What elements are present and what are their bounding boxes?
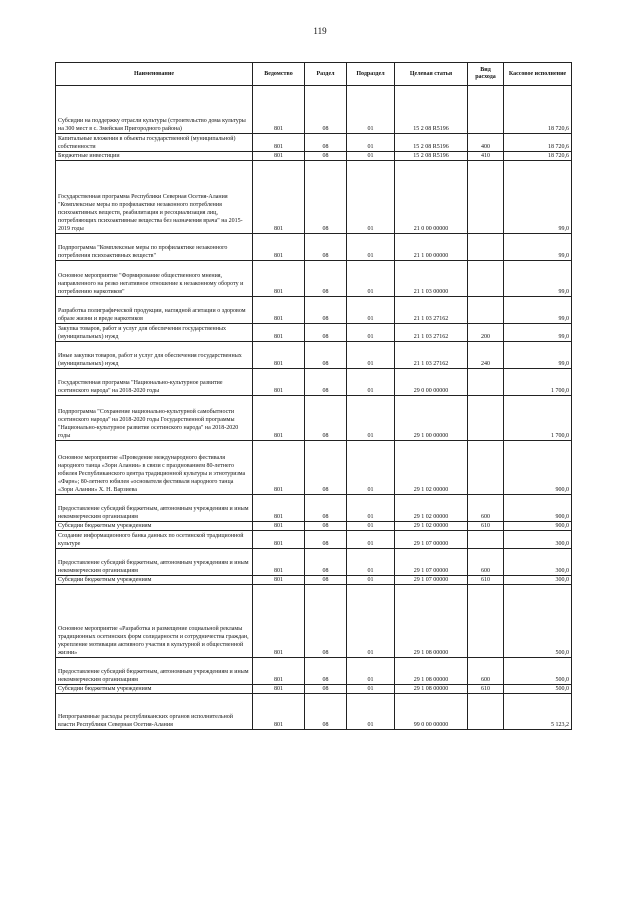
- cell-target: 29 1 02 00000: [395, 441, 468, 495]
- cell-cash: 5 123,2: [504, 694, 572, 730]
- cell-target: 29 1 08 00000: [395, 658, 468, 685]
- cell-section: 08: [305, 134, 347, 152]
- cell-cash: 1 700,0: [504, 396, 572, 441]
- header-name: Наименование: [56, 63, 253, 86]
- table-row: [56, 531, 572, 549]
- cell-section: 08: [305, 161, 347, 234]
- cell-cash: 18 720,6: [504, 152, 572, 161]
- table-row: [56, 86, 572, 134]
- cell-department: 801: [253, 152, 305, 161]
- cell-expense-type: 610: [468, 576, 504, 585]
- cell-department: 801: [253, 324, 305, 342]
- cell-target: 21 1 03 00000: [395, 261, 468, 297]
- cell-cash: 900,0: [504, 522, 572, 531]
- cell-expense-type: [468, 369, 504, 396]
- cell-name: Субсидии бюджетным учреждениям: [56, 522, 253, 531]
- cell-subsection: 01: [347, 658, 395, 685]
- cell-department: 801: [253, 369, 305, 396]
- cell-subsection: 01: [347, 324, 395, 342]
- cell-department: 801: [253, 522, 305, 531]
- cell-subsection: 01: [347, 549, 395, 576]
- cell-subsection: 01: [347, 694, 395, 730]
- header-expense-type: Вид расхода: [468, 63, 504, 86]
- cell-name: Основное мероприятие «Проведение международного фестиваля народного танца «Зори Алании» в связи с празднованием 80-летнего юбилея Республиканского центра традиционной культуры и этнотуризма «Фарн»; 80-летнего юбилея «основателя фестиваля народного танца «Зори Алании» Х. Н. Варзиева: [56, 441, 253, 495]
- cell-cash: 99,0: [504, 234, 572, 261]
- cell-cash: 900,0: [504, 495, 572, 522]
- table-row: [56, 685, 572, 694]
- cell-name: Основное мероприятие «Разработка и размещение социальной рекламы традиционных осетинских форм солидарности и сотрудничества граждан, укрепление мотивации активного участия в культурной и общественной жизни»: [56, 585, 253, 658]
- cell-department: 801: [253, 495, 305, 522]
- cell-name: Иные закупки товаров, работ и услуг для обеспечения государственных (муниципальных) нужд: [56, 342, 253, 369]
- table-row: [56, 576, 572, 585]
- cell-cash: 1 700,0: [504, 369, 572, 396]
- cell-name: Основное мероприятие "Формирование общественного мнения, направленного на резко негативное отношение к незаконному обороту и потреблению наркотиков": [56, 261, 253, 297]
- header-target: Целевая статья: [395, 63, 468, 86]
- cell-subsection: 01: [347, 522, 395, 531]
- cell-section: 08: [305, 495, 347, 522]
- table-row: [56, 522, 572, 531]
- cell-cash: 500,0: [504, 585, 572, 658]
- cell-section: 08: [305, 261, 347, 297]
- cell-section: 08: [305, 441, 347, 495]
- cell-name: Субсидии бюджетным учреждениям: [56, 576, 253, 585]
- cell-section: 08: [305, 234, 347, 261]
- cell-target: 15 2 08 R5196: [395, 152, 468, 161]
- cell-subsection: 01: [347, 531, 395, 549]
- cell-section: 08: [305, 585, 347, 658]
- header-row: [56, 63, 572, 86]
- cell-subsection: 01: [347, 86, 395, 134]
- cell-name: Государственная программа "Национально-культурное развитие осетинского народа" на 2018-2020 годы: [56, 369, 253, 396]
- cell-target: 29 1 08 00000: [395, 585, 468, 658]
- cell-expense-type: 200: [468, 324, 504, 342]
- cell-department: 801: [253, 694, 305, 730]
- table-row: [56, 396, 572, 441]
- cell-department: 801: [253, 234, 305, 261]
- cell-subsection: 01: [347, 161, 395, 234]
- cell-expense-type: [468, 86, 504, 134]
- cell-section: 08: [305, 531, 347, 549]
- cell-cash: 300,0: [504, 531, 572, 549]
- cell-expense-type: 600: [468, 658, 504, 685]
- cell-expense-type: [468, 441, 504, 495]
- cell-subsection: 01: [347, 396, 395, 441]
- cell-target: 21 1 00 00000: [395, 234, 468, 261]
- table-row: [56, 342, 572, 369]
- table-row: [56, 134, 572, 152]
- cell-department: 801: [253, 261, 305, 297]
- cell-expense-type: [468, 234, 504, 261]
- cell-expense-type: [468, 585, 504, 658]
- cell-expense-type: [468, 396, 504, 441]
- cell-cash: 99,0: [504, 342, 572, 369]
- cell-cash: 500,0: [504, 658, 572, 685]
- page-number: 119: [313, 26, 327, 36]
- cell-section: 08: [305, 86, 347, 134]
- cell-name: Создание информационного банка данных по осетинской традиционной культуре: [56, 531, 253, 549]
- cell-target: 29 0 00 00000: [395, 369, 468, 396]
- cell-target: 21 1 03 27162: [395, 297, 468, 324]
- cell-department: 801: [253, 576, 305, 585]
- cell-department: 801: [253, 658, 305, 685]
- table-row: [56, 658, 572, 685]
- cell-expense-type: 400: [468, 134, 504, 152]
- cell-name: Подпрограмма "Сохранение национально-культурной самобытности осетинского народа" на 2018-2020 годы Государственной программы "Национально-культурное развитие осетинского народа" на 2018-2020 годы: [56, 396, 253, 441]
- cell-target: 29 1 02 00000: [395, 495, 468, 522]
- cell-name: Субсидии бюджетным учреждениям: [56, 685, 253, 694]
- cell-subsection: 01: [347, 369, 395, 396]
- cell-subsection: 01: [347, 297, 395, 324]
- cell-expense-type: 610: [468, 685, 504, 694]
- cell-cash: 18 720,6: [504, 86, 572, 134]
- cell-name: Разработка полиграфической продукции, наглядной агитации о здоровом образе жизни и вреде наркотиков: [56, 297, 253, 324]
- cell-target: 29 1 07 00000: [395, 576, 468, 585]
- cell-department: 801: [253, 549, 305, 576]
- cell-subsection: 01: [347, 441, 395, 495]
- cell-target: 29 1 08 00000: [395, 685, 468, 694]
- cell-subsection: 01: [347, 585, 395, 658]
- cell-subsection: 01: [347, 234, 395, 261]
- cell-expense-type: 240: [468, 342, 504, 369]
- cell-cash: 300,0: [504, 549, 572, 576]
- cell-section: 08: [305, 694, 347, 730]
- cell-name: Подпрограмма "Комплексные меры по профилактике незаконного потребления психоактивных веществ": [56, 234, 253, 261]
- cell-target: 29 1 02 00000: [395, 522, 468, 531]
- header-cash: Кассовое исполнение: [504, 63, 572, 86]
- cell-expense-type: [468, 161, 504, 234]
- table-row: [56, 441, 572, 495]
- table-row: [56, 161, 572, 234]
- cell-section: 08: [305, 522, 347, 531]
- cell-subsection: 01: [347, 576, 395, 585]
- cell-name: Непрограммные расходы республиканских органов исполнительной власти Республики Северная Осетия-Алания: [56, 694, 253, 730]
- cell-section: 08: [305, 324, 347, 342]
- cell-name: Предоставление субсидий бюджетным, автономным учреждениям и иным некоммерческим организациям: [56, 658, 253, 685]
- cell-section: 08: [305, 576, 347, 585]
- table-row: [56, 152, 572, 161]
- cell-target: 29 1 07 00000: [395, 549, 468, 576]
- cell-expense-type: 600: [468, 495, 504, 522]
- cell-section: 08: [305, 369, 347, 396]
- cell-department: 801: [253, 441, 305, 495]
- cell-cash: 300,0: [504, 576, 572, 585]
- cell-section: 08: [305, 685, 347, 694]
- cell-section: 08: [305, 297, 347, 324]
- cell-cash: 900,0: [504, 441, 572, 495]
- cell-department: 801: [253, 396, 305, 441]
- table-row: [56, 297, 572, 324]
- table-row: [56, 585, 572, 658]
- cell-name: Капитальные вложения в объекты государственной (муниципальной) собственности: [56, 134, 253, 152]
- cell-department: 801: [253, 161, 305, 234]
- cell-cash: 500,0: [504, 685, 572, 694]
- cell-expense-type: [468, 531, 504, 549]
- table-row: [56, 694, 572, 730]
- cell-section: 08: [305, 342, 347, 369]
- cell-department: 801: [253, 531, 305, 549]
- header-subsection: Подраздел: [347, 63, 395, 86]
- cell-name: Государственная программа Республики Северная Осетия-Алания "Комплексные меры по профилактике незаконного потребления психоактивных веществ, реабилитация и ресоциализация лиц, потребляющих психоактивные вещества без назначения врача" на 2015-2019 годы: [56, 161, 253, 234]
- cell-target: 29 1 00 00000: [395, 396, 468, 441]
- cell-subsection: 01: [347, 261, 395, 297]
- cell-department: 801: [253, 342, 305, 369]
- cell-target: 21 1 03 27162: [395, 342, 468, 369]
- cell-name: Субсидии на поддержку отрасли культуры (строительство дома культуры на 300 мест в с. Змейская Пригородного района): [56, 86, 253, 134]
- cell-subsection: 01: [347, 152, 395, 161]
- cell-subsection: 01: [347, 342, 395, 369]
- cell-department: 801: [253, 685, 305, 694]
- cell-name: Закупка товаров, работ и услуг для обеспечения государственных (муниципальных) нужд: [56, 324, 253, 342]
- cell-cash: 99,0: [504, 161, 572, 234]
- cell-section: 08: [305, 658, 347, 685]
- cell-target: 29 1 07 00000: [395, 531, 468, 549]
- cell-cash: 99,0: [504, 324, 572, 342]
- cell-section: 08: [305, 396, 347, 441]
- cell-name: Предоставление субсидий бюджетным, автономным учреждениям и иным некоммерческим организациям: [56, 495, 253, 522]
- table-row: [56, 549, 572, 576]
- cell-subsection: 01: [347, 685, 395, 694]
- cell-section: 08: [305, 152, 347, 161]
- cell-expense-type: 600: [468, 549, 504, 576]
- cell-expense-type: [468, 694, 504, 730]
- cell-expense-type: [468, 297, 504, 324]
- table-row: [56, 369, 572, 396]
- table-row: [56, 495, 572, 522]
- cell-department: 801: [253, 134, 305, 152]
- cell-target: 21 1 03 27162: [395, 324, 468, 342]
- cell-expense-type: [468, 261, 504, 297]
- cell-expense-type: 610: [468, 522, 504, 531]
- cell-department: 801: [253, 86, 305, 134]
- cell-cash: 18 720,6: [504, 134, 572, 152]
- table-row: [56, 324, 572, 342]
- cell-target: 21 0 00 00000: [395, 161, 468, 234]
- cell-cash: 99,0: [504, 297, 572, 324]
- cell-subsection: 01: [347, 134, 395, 152]
- cell-target: 99 0 00 00000: [395, 694, 468, 730]
- header-department: Ведомство: [253, 63, 305, 86]
- cell-target: 15 2 08 R5196: [395, 134, 468, 152]
- cell-expense-type: 410: [468, 152, 504, 161]
- cell-department: 801: [253, 585, 305, 658]
- cell-name: Бюджетные инвестиции: [56, 152, 253, 161]
- cell-target: 15 2 08 R5196: [395, 86, 468, 134]
- table-row: [56, 234, 572, 261]
- cell-section: 08: [305, 549, 347, 576]
- budget-table: [55, 62, 572, 730]
- header-section: Раздел: [305, 63, 347, 86]
- cell-department: 801: [253, 297, 305, 324]
- cell-name: Предоставление субсидий бюджетным, автономным учреждениям и иным некоммерческим организациям: [56, 549, 253, 576]
- cell-subsection: 01: [347, 495, 395, 522]
- table-row: [56, 261, 572, 297]
- cell-cash: 99,0: [504, 261, 572, 297]
